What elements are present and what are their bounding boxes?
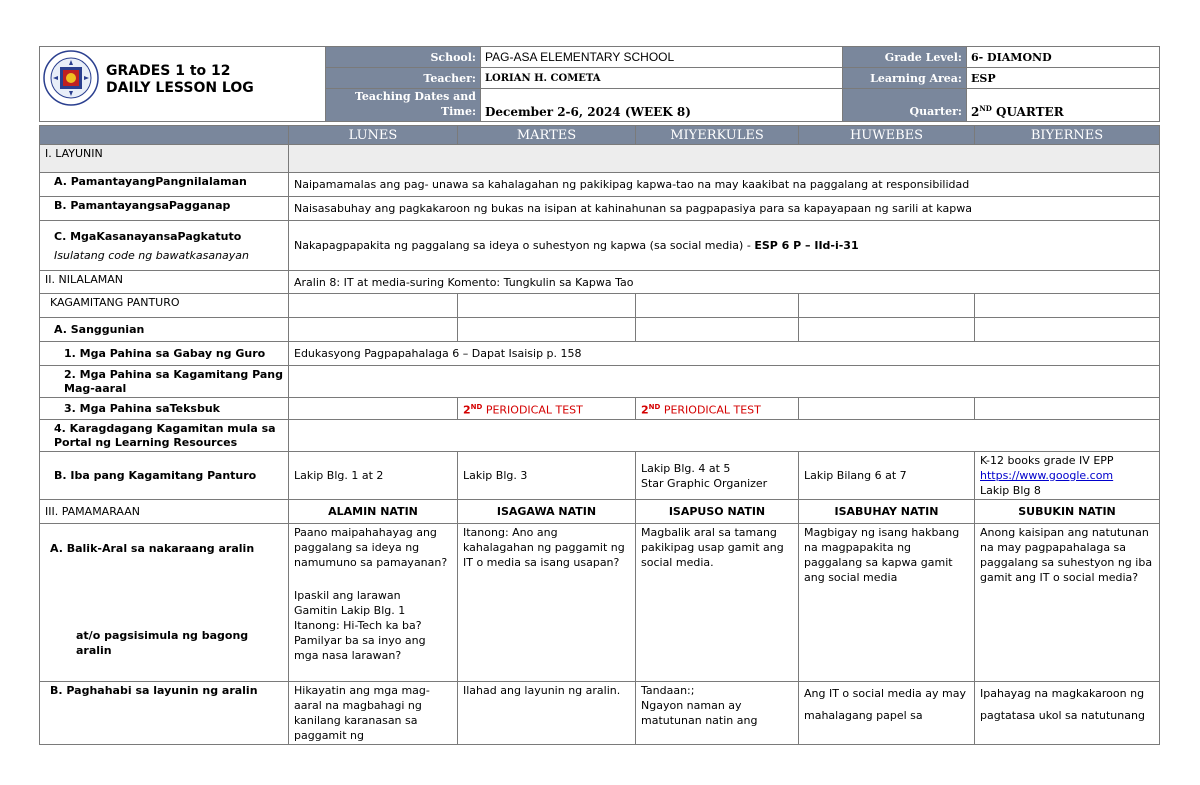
periodical-text-wed: PERIODICAL TEST bbox=[660, 403, 761, 417]
page-title bbox=[106, 63, 254, 97]
cell-balik-tue: Itanong: Ano ang kahalagahan ng paggamit ng IT o media sa isang usapan? bbox=[458, 524, 636, 682]
cell-kasanayan bbox=[289, 221, 1160, 271]
row-gabay bbox=[40, 342, 1160, 366]
label-layunin: I. LAYUNIN bbox=[40, 145, 289, 173]
lesson-log-table bbox=[39, 125, 1160, 745]
cell-teksbuk-tue bbox=[458, 398, 636, 420]
periodical-text-tue: PERIODICAL TEST bbox=[482, 403, 583, 417]
quarter-superscript: ND bbox=[979, 104, 992, 113]
cell-kagamitang-pang bbox=[289, 366, 1160, 398]
dates-label-line-2: Time: bbox=[440, 105, 476, 118]
cell-teksbuk-fri bbox=[975, 398, 1160, 420]
cell-teksbuk-wed bbox=[636, 398, 799, 420]
cell-karagdagang bbox=[289, 420, 1160, 452]
quarter-number: 2 bbox=[971, 105, 980, 119]
kasanayan-subtitle: Isulatang code ng bawatkasanayan bbox=[54, 248, 250, 262]
cell-gabay: Edukasyong Pagpapahalaga 6 – Dapat Isaisip p. 158 bbox=[289, 342, 1160, 366]
phase-isapuso: ISAPUSO NATIN bbox=[636, 500, 799, 524]
balik-mon-line-4: Itanong: Hi-Tech ka ba? bbox=[294, 619, 422, 632]
balik-mon-line-2: Ipaskil ang larawan bbox=[294, 589, 401, 602]
row-kagamitan bbox=[40, 294, 1160, 318]
pagh-wed-line-1: Tandaan:; bbox=[641, 684, 695, 697]
cell-iba-pang-tue: Lakip Blg. 3 bbox=[458, 452, 636, 500]
phase-alamin: ALAMIN NATIN bbox=[289, 500, 458, 524]
cell-sanggunian-5 bbox=[975, 318, 1160, 342]
quarter-text: QUARTER bbox=[991, 105, 1064, 119]
teacher-label: Teacher: bbox=[326, 68, 481, 89]
periodical-number-tue: 2 bbox=[463, 403, 471, 417]
day-monday: LUNES bbox=[289, 126, 458, 145]
label-pamamaraan: III. PAMAMARAAN bbox=[40, 500, 289, 524]
cell-pamantayang-pagganap: Naisasabuhay ang pagkakaroon ng bukas na isipan at kahinahunan sa pagpapasiya para sa kapayapaan ng sarili at kapwa bbox=[289, 197, 1160, 221]
row-pamamaraan bbox=[40, 500, 1160, 524]
phase-subukin: SUBUKIN NATIN bbox=[975, 500, 1160, 524]
label-balik-aral bbox=[40, 524, 289, 682]
label-karagdagang: 4. Karagdagang Kagamitan mula sa Portal ng Learning Resources bbox=[40, 420, 289, 452]
school-value: PAG-ASA ELEMENTARY SCHOOL bbox=[481, 47, 843, 68]
days-header-blank bbox=[40, 126, 289, 145]
school-label: School: bbox=[326, 47, 481, 68]
area-label: Learning Area: bbox=[843, 68, 967, 89]
iba-pang-wed-line-1: Lakip Blg. 4 at 5 bbox=[641, 461, 731, 475]
cell-iba-pang-thu: Lakip Bilang 6 at 7 bbox=[799, 452, 975, 500]
row-layunin bbox=[40, 145, 1160, 173]
kasanayan-title: C. MgaKasanayansaPagkatuto bbox=[54, 229, 242, 243]
grade-label: Grade Level: bbox=[843, 47, 967, 68]
label-kasanayan bbox=[40, 221, 289, 271]
day-tuesday: MARTES bbox=[458, 126, 636, 145]
cell-teksbuk-mon bbox=[289, 398, 458, 420]
cell-layunin bbox=[289, 145, 1160, 173]
balik-mon-line-1: Paano maipahahayag ang paggalang sa ideya ng namumuno sa pamayanan? bbox=[294, 526, 448, 569]
row-nilalaman bbox=[40, 271, 1160, 294]
label-iba-pang: B. Iba pang Kagamitang Panturo bbox=[40, 452, 289, 500]
row-kasanayan bbox=[40, 221, 1160, 271]
cell-teksbuk-thu bbox=[799, 398, 975, 420]
balik-mon-line-3: Gamitin Lakip Blg. 1 bbox=[294, 604, 406, 617]
label-sanggunian: A. Sanggunian bbox=[40, 318, 289, 342]
iba-pang-wed-line-2: Star Graphic Organizer bbox=[641, 476, 768, 490]
cell-balik-mon bbox=[289, 524, 458, 682]
kasanayan-value: Nakapagpapakita ng paggalang sa ideya o suhestyon ng kapwa (sa social media) - bbox=[294, 239, 751, 252]
label-pamantayang-pagganap: B. PamantayangsaPagganap bbox=[40, 197, 289, 221]
row-pamantayang-pagganap bbox=[40, 197, 1160, 221]
kasanayan-code: ESP 6 P – IId-i-31 bbox=[754, 239, 859, 252]
pagh-wed-line-2: Ngayon naman ay matutunan natin ang bbox=[641, 699, 758, 727]
cell-sanggunian-4 bbox=[799, 318, 975, 342]
teacher-value: LORIAN H. COMETA bbox=[481, 68, 843, 89]
row-kagamitang-pang bbox=[40, 366, 1160, 398]
balik-aral-title: A. Balik-Aral sa nakaraang aralin bbox=[50, 542, 255, 555]
cell-sanggunian-2 bbox=[458, 318, 636, 342]
pagsisimula-title: at/o pagsisimula ng bagong aralin bbox=[76, 629, 249, 657]
cell-iba-pang-wed bbox=[636, 452, 799, 500]
title-line-2: DAILY LESSON LOG bbox=[106, 80, 254, 96]
row-iba-pang bbox=[40, 452, 1160, 500]
row-pamantayang-pangnilalaman bbox=[40, 173, 1160, 197]
day-friday: BIYERNES bbox=[975, 126, 1160, 145]
day-thursday: HUWEBES bbox=[799, 126, 975, 145]
cell-sanggunian-1 bbox=[289, 318, 458, 342]
label-paghahabi: B. Paghahabi sa layunin ng aralin bbox=[40, 682, 289, 745]
dates-label bbox=[326, 89, 481, 122]
day-wednesday: MIYERKULES bbox=[636, 126, 799, 145]
area-value: ESP bbox=[967, 68, 1160, 89]
periodical-number-wed: 2 bbox=[641, 403, 649, 417]
quarter-label: Quarter: bbox=[843, 89, 967, 122]
row-balik-aral bbox=[40, 524, 1160, 682]
label-nilalaman: II. NILALAMAN bbox=[40, 271, 289, 294]
label-kagamitan: KAGAMITANG PANTURO bbox=[40, 294, 289, 318]
cell-pagh-wed bbox=[636, 682, 799, 745]
cell-kagamitan-4 bbox=[799, 294, 975, 318]
row-karagdagang bbox=[40, 420, 1160, 452]
iba-pang-fri-line-3: Lakip Blg 8 bbox=[980, 484, 1041, 497]
grade-value: 6- DIAMOND bbox=[967, 47, 1160, 68]
cell-pagh-mon: Hikayatin ang mga mag-aaral na magbahagi ng kanilang karanasan sa paggamit ng bbox=[289, 682, 458, 745]
phase-isagawa: ISAGAWA NATIN bbox=[458, 500, 636, 524]
cell-iba-pang-fri bbox=[975, 452, 1160, 500]
cell-pamantayang-pangnilalaman: Naipamamalas ang pag- unawa sa kahalagahan ng pakikipag kapwa-tao na may kaakibat na paggalang at responsibilidad bbox=[289, 173, 1160, 197]
dates-label-line-1: Teaching Dates and bbox=[354, 90, 476, 103]
dates-value: December 2-6, 2024 (WEEK 8) bbox=[481, 89, 843, 122]
cell-kagamitan-5 bbox=[975, 294, 1160, 318]
row-paghahabi bbox=[40, 682, 1160, 745]
cell-pagh-fri: Ipahayag na magkakaroon ng pagtatasa ukol sa natutunang bbox=[975, 682, 1160, 745]
cell-kagamitan-1 bbox=[289, 294, 458, 318]
logo-title-cell bbox=[40, 47, 326, 122]
periodical-superscript-wed: ND bbox=[648, 402, 661, 411]
cell-balik-wed: Magbalik aral sa tamang pakikipag usap gamit ang social media. bbox=[636, 524, 799, 682]
cell-balik-thu: Magbigay ng isang hakbang na magpapakita ng paggalang sa kapwa gamit ang social media bbox=[799, 524, 975, 682]
phase-isabuhay: ISABUHAY NATIN bbox=[799, 500, 975, 524]
deped-seal-icon bbox=[43, 50, 99, 106]
google-link[interactable]: https://www.google.com bbox=[980, 469, 1114, 482]
balik-mon-line-5: Pamilyar ba sa inyo ang mga nasa larawan? bbox=[294, 634, 426, 662]
cell-pagh-thu: Ang IT o social media ay may mahalagang papel sa bbox=[799, 682, 975, 745]
quarter-value bbox=[967, 89, 1160, 122]
header-table bbox=[39, 46, 1160, 122]
cell-balik-fri: Anong kaisipan ang natutunan na may pagpapahalaga sa paggalang sa suhestyon ng iba gamit ang IT o social media? bbox=[975, 524, 1160, 682]
cell-iba-pang-mon: Lakip Blg. 1 at 2 bbox=[289, 452, 458, 500]
periodical-superscript-tue: ND bbox=[470, 402, 483, 411]
cell-kagamitan-2 bbox=[458, 294, 636, 318]
cell-sanggunian-3 bbox=[636, 318, 799, 342]
label-pamantayang-pangnilalaman: A. PamantayangPangnilalaman bbox=[40, 173, 289, 197]
label-kagamitang-pang: 2. Mga Pahina sa Kagamitang Pang Mag-aaral bbox=[40, 366, 289, 398]
cell-kagamitan-3 bbox=[636, 294, 799, 318]
row-teksbuk bbox=[40, 398, 1160, 420]
days-header-row bbox=[40, 126, 1160, 145]
cell-pagh-tue: Ilahad ang layunin ng aralin. bbox=[458, 682, 636, 745]
label-gabay: 1. Mga Pahina sa Gabay ng Guro bbox=[40, 342, 289, 366]
title-line-1: GRADES 1 to 12 bbox=[106, 63, 231, 79]
cell-nilalaman: Aralin 8: IT at media-suring Komento: Tungkulin sa Kapwa Tao bbox=[289, 271, 1160, 294]
iba-pang-fri-line-1: K-12 books grade IV EPP bbox=[980, 454, 1114, 467]
label-teksbuk: 3. Mga Pahina saTeksbuk bbox=[40, 398, 289, 420]
row-sanggunian bbox=[40, 318, 1160, 342]
